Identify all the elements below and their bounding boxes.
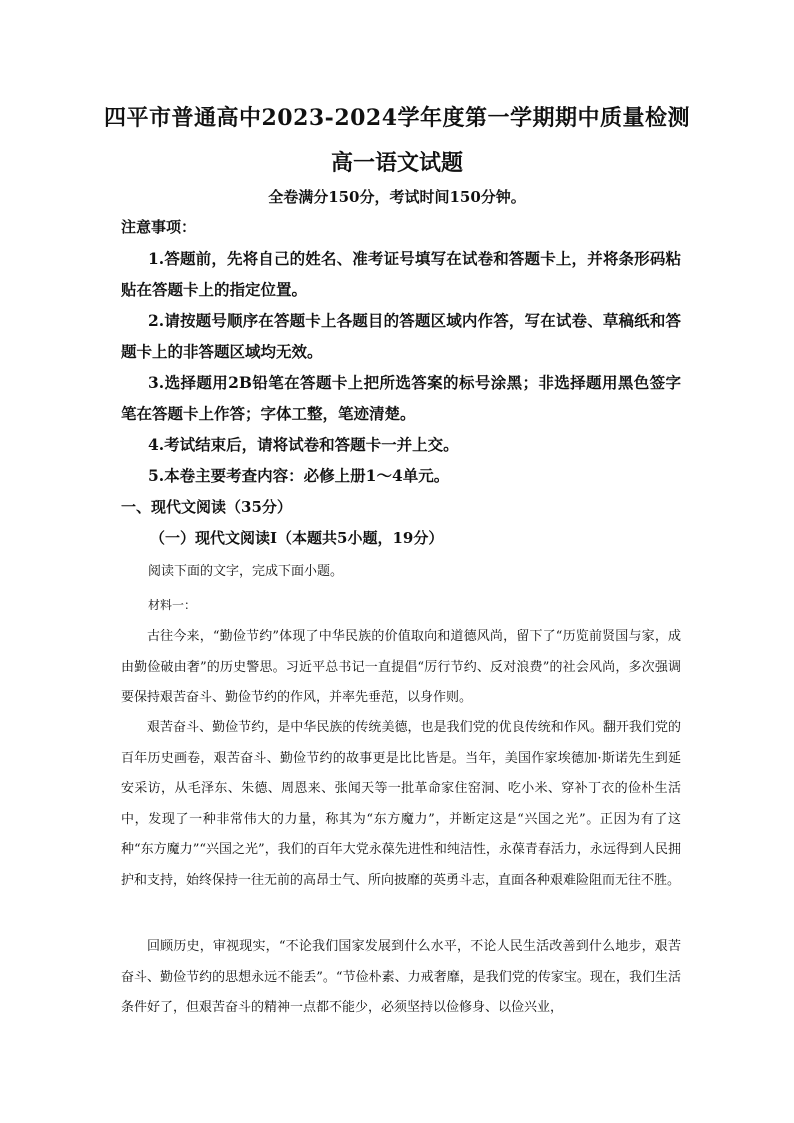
notice-item: 5.本卷主要考查内容：必修上册1～4单元。: [148, 466, 450, 485]
exam-title: 四平市普通高中2023-2024学年度第一学期期中质量检测: [103, 105, 691, 131]
notice-item: 4.考试结束后，请将试卷和答题卡一并上交。: [148, 435, 459, 454]
section-heading: 一、现代文阅读（35分）: [121, 498, 292, 516]
notice-item: 1.答题前，先将自己的姓名、准考证号填写在试卷和答题卡上，并将条形码粘贴在答题卡上的指定位置。: [121, 249, 681, 299]
notice-heading: 注意事项：: [121, 218, 197, 236]
material-paragraph: 回顾历史，审视现实，“不论我们国家发展到什么水平，不论人民生活改善到什么地步，艰苦奋斗、勤俭节约的思想永远不能丢”。“节俭朴素、力戒奢靡，是我们党的传家宝。现在，我们生活条件好了，但艰苦奋斗的精神一点都不能少，必须坚持以俭修身、以俭兴业，: [121, 939, 681, 1015]
reading-instruction: 阅读下面的文字，完成下面小题。: [148, 564, 344, 579]
notice-item: 2.请按题号顺序在答题卡上各题目的答题区域内作答，写在试卷、草稿纸和答题卡上的非答题区域均无效。: [121, 311, 681, 361]
material-paragraph: 艰苦奋斗、勤俭节约，是中华民族的传统美德，也是我们党的优良传统和作风。翻开我们党的百年历史画卷，艰苦奋斗、勤俭节约的故事更是比比皆是。当年，美国作家埃德加·斯诺先生到延安采访，从毛泽东、朱德、周恩来、张闻天等一批革命家住窑洞、吃小米、穿补丁衣的俭朴生活中，发现了一种非常伟大的力量，称其为“东方魔力”，并断定这是“兴国之光”。正因为有了这种“东方魔力”“兴国之光”，我们的百年大党永葆先进性和纯洁性，永葆青春活力，永远得到人民拥护和支持，始终保持一往无前的高昂士气、所向披靡的英勇斗志，直面各种艰难险阻而无往不胜。: [121, 720, 681, 888]
score-time-line: 全卷满分150分，考试时间150分钟。: [268, 188, 526, 206]
notice-item: 3.选择题用2B铅笔在答题卡上把所选答案的标号涂黑；非选择题用黑色签字笔在答题卡上作答；字体工整，笔迹清楚。: [121, 373, 681, 423]
material-label: 材料一：: [148, 598, 197, 612]
subsection-heading: （一）现代文阅读Ⅰ（本题共5小题，19分）: [150, 529, 444, 547]
material-paragraph: 古往今来，“勤俭节约”体现了中华民族的价值取向和道德风尚，留下了“历览前贤国与家，成由勤俭破由奢”的历史警思。习近平总书记一直提倡“厉行节约、反对浪费”的社会风尚，多次强调要保持艰苦奋斗、勤俭节约的作风，并率先垂范，以身作则。: [121, 629, 681, 705]
exam-subtitle: 高一语文试题: [330, 150, 463, 176]
